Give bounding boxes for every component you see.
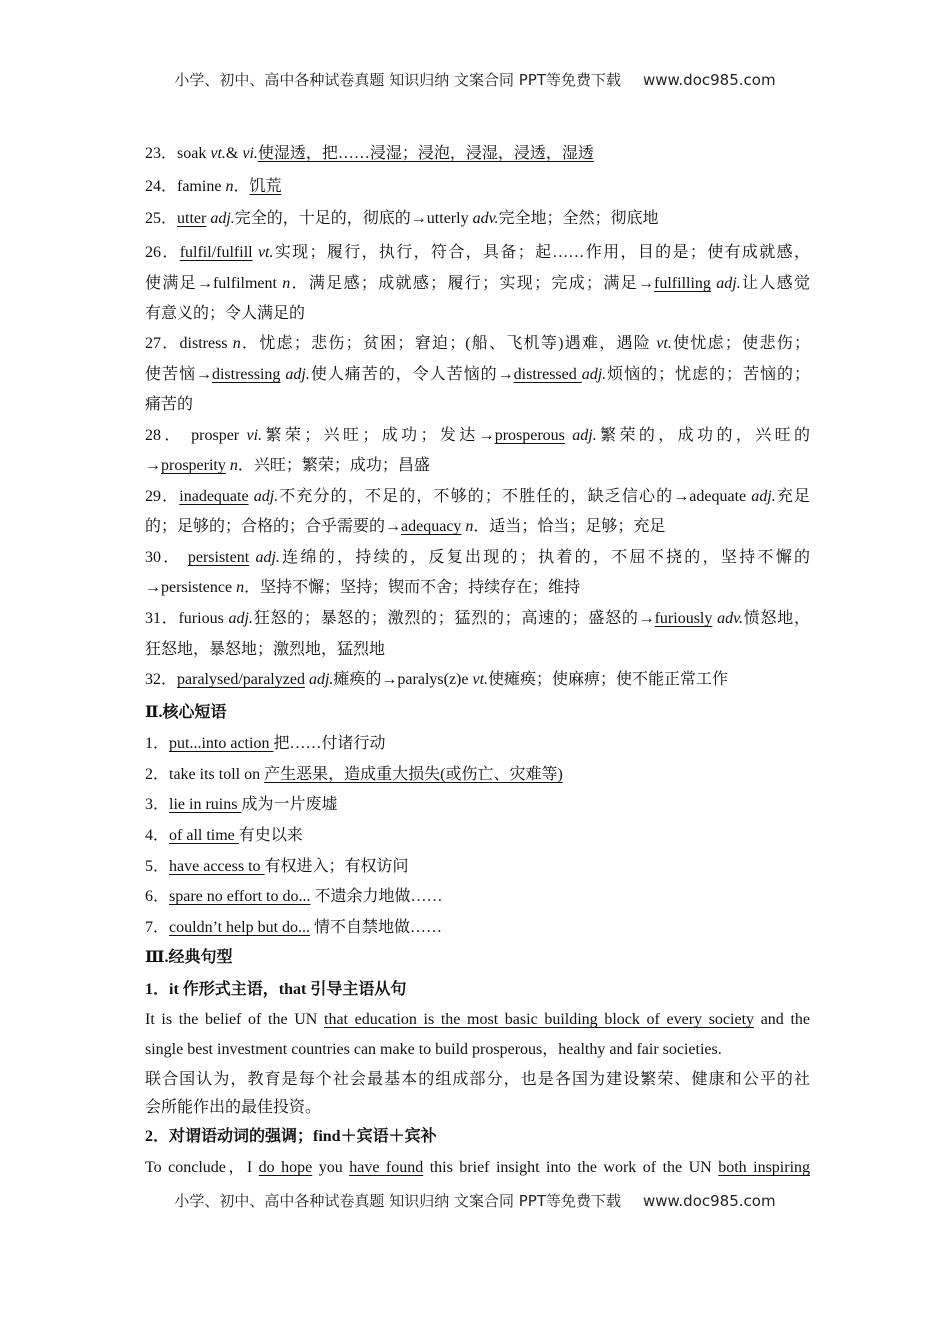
text-segment: 成为一片废墟: [241, 796, 338, 813]
text-segment: 23．soak: [145, 145, 211, 162]
text-segment: 痛苦的: [145, 396, 194, 413]
underlined-answer: 使湿透，把……浸湿；浸泡，浸湿，浸透，湿透: [257, 145, 594, 162]
underlined-answer: lie in ruins: [169, 796, 242, 813]
underlined-answer: 产生恶果，造成重大损失(或伤亡、灾难等): [264, 766, 563, 783]
text-segment: 25．: [145, 210, 178, 227]
text-segment: 烦恼的；忧虑的；苦恼的；: [606, 366, 810, 383]
text-segment: 连绵的，持续的，反复出现的；执着的，不屈不挠的，坚持不懈的: [279, 549, 810, 566]
underlined-answer: spare no effort to do...: [169, 888, 311, 905]
text-segment: n: [236, 579, 245, 596]
text-segment: 让人感觉: [740, 275, 810, 292]
text-line: [145, 826, 810, 846]
text-segment: vi.: [242, 145, 258, 162]
text-segment: adj.: [308, 671, 334, 688]
text-segment: &: [225, 145, 243, 162]
text-segment: →: [145, 457, 161, 474]
underlined-answer: do hope: [258, 1159, 313, 1176]
underlined-answer: that education is the most basic building block of every society: [324, 1011, 755, 1028]
text-segment: 7．: [145, 919, 170, 936]
underlined-answer: utter: [177, 210, 207, 227]
text-segment: adj.: [228, 610, 253, 627]
section-heading: Ⅱ.核心短语: [145, 704, 227, 721]
text-line: [145, 517, 810, 537]
text-line: [145, 640, 810, 660]
page-header: [0, 69, 950, 90]
text-line: [145, 1158, 810, 1178]
text-segment: vt.: [257, 244, 274, 261]
text-segment: 31．furious: [145, 610, 229, 627]
text-line: [145, 703, 810, 723]
text-line: [145, 795, 810, 815]
text-line: [145, 1070, 810, 1090]
text-segment: single best investment countries can make to build prosperous，healthy and fair societies.: [145, 1041, 722, 1058]
text-line: [145, 548, 810, 568]
text-segment: 会所能作出的最佳投资。: [145, 1099, 322, 1116]
text-segment: adj.: [255, 549, 280, 566]
underlined-answer: prosperous: [494, 427, 565, 444]
text-line: [145, 304, 810, 324]
underlined-answer: persistent: [187, 549, 250, 566]
text-line: [145, 426, 810, 446]
text-line: [145, 365, 810, 385]
text-segment: ．满足感；成就感；履行；实现；完成；满足→: [290, 275, 655, 292]
underlined-answer: adequacy: [401, 518, 462, 535]
text-segment: To conclude，I: [145, 1159, 259, 1176]
text-line: [145, 948, 810, 968]
text-line: [145, 334, 810, 354]
text-segment: →persistence: [145, 579, 237, 596]
text-segment: and the: [754, 1011, 810, 1028]
text-segment: 完全地；全然；彻底地: [498, 210, 659, 227]
text-segment: n: [225, 178, 234, 195]
text-line: [145, 209, 810, 229]
underlined-answer: put...into action: [169, 735, 274, 752]
text-segment: 愤怒地，: [743, 610, 810, 627]
text-segment: 狂怒的；暴怒的；激烈的；猛烈的；高速的；盛怒的→: [252, 610, 655, 627]
footer-url: www.doc985.com: [642, 1192, 776, 1210]
text-line: [145, 1098, 810, 1118]
text-segment: this brief insight into the work of the UN: [423, 1159, 719, 1176]
text-segment: vt.: [472, 671, 489, 688]
underlined-answer: inadequate: [179, 488, 249, 505]
text-segment: 使满足→fulfilment: [145, 275, 283, 292]
text-segment: 3．: [145, 796, 170, 813]
text-segment: 30．: [145, 549, 188, 566]
text-segment: 繁荣；兴旺；成功；发达→: [262, 427, 495, 444]
text-segment: 的；足够的；合格的；合乎需要的→: [145, 518, 402, 535]
page-footer: [0, 1190, 950, 1211]
section-heading: 1．it 作形式主语，that 引导主语从句: [145, 981, 407, 998]
text-segment: adj.: [253, 488, 279, 505]
text-segment: 28． prosper: [145, 427, 247, 444]
text-line: [145, 274, 810, 294]
text-segment: 使人痛苦的，令人苦恼的→: [309, 366, 514, 383]
text-segment: 27．distress: [145, 335, 233, 352]
text-line: [145, 177, 810, 197]
text-line: [145, 1010, 810, 1030]
text-segment: vt.: [656, 335, 672, 352]
text-line: [145, 395, 810, 415]
text-segment: 29．: [145, 488, 180, 505]
underlined-answer: 饥荒: [249, 178, 282, 195]
text-line: [145, 243, 810, 263]
text-segment: 狂怒地，暴怒地；激烈地，猛烈地: [145, 641, 386, 658]
underlined-answer: couldn’t help but do...: [169, 919, 311, 936]
underlined-answer: fulfil/fulfill: [179, 244, 253, 261]
text-segment: n: [232, 335, 241, 352]
text-segment: 繁荣的，成功的，兴旺的: [596, 427, 810, 444]
text-segment: 6．: [145, 888, 170, 905]
text-line: [145, 1127, 810, 1147]
text-segment: adj.: [210, 210, 235, 227]
text-line: [145, 980, 810, 1000]
text-segment: 26．: [145, 244, 180, 261]
text-segment: 5．: [145, 858, 170, 875]
text-segment: 1．: [145, 735, 170, 752]
text-line: [145, 734, 810, 754]
underlined-answer: fulfilling: [654, 275, 711, 292]
underlined-answer: distressed: [513, 366, 582, 383]
text-line: [145, 765, 810, 785]
text-segment: 有史以来: [238, 827, 303, 844]
text-segment: 24．famine: [145, 178, 226, 195]
underlined-answer: distressing: [211, 366, 281, 383]
text-segment: 使苦恼→: [145, 366, 212, 383]
text-line: [145, 918, 810, 938]
text-segment: 2．take its toll on: [145, 766, 265, 783]
text-segment: 实现；履行，执行，符合，具备；起……作用，目的是；使有成就感，: [273, 244, 810, 261]
text-segment: ．坚持不懈；坚持；锲而不舍；持续存在；维持: [244, 579, 581, 596]
text-segment: 联合国认为，教育是每个社会最基本的组成部分，也是各国为建设繁荣、健康和公平的社: [145, 1071, 810, 1088]
text-line: [145, 670, 810, 690]
text-line: [145, 857, 810, 877]
text-segment: 不遗余力地做……: [310, 888, 443, 905]
text-line: [145, 609, 810, 629]
underlined-answer: of all time: [169, 827, 239, 844]
text-segment: It is the belief of the UN: [145, 1011, 324, 1028]
text-segment: 把……付诸行动: [273, 735, 386, 752]
text-segment: 完全的，十足的，彻底的→utterly: [234, 210, 473, 227]
text-line: [145, 578, 810, 598]
text-segment: vi.: [246, 427, 263, 444]
text-segment: 有权进入；有权访问: [264, 858, 409, 875]
text-segment: adj.: [572, 427, 597, 444]
text-segment: 使瘫痪；使麻痹；使不能正常工作: [488, 671, 729, 688]
underlined-answer: prosperity: [161, 457, 226, 474]
text-segment: n: [229, 457, 238, 474]
text-segment: 有意义的；令人满足的: [145, 305, 306, 322]
text-segment: adv.: [472, 210, 499, 227]
text-segment: adj.: [751, 488, 776, 505]
text-segment: 32．: [145, 671, 178, 688]
underlined-answer: paralysed/paralyzed: [177, 671, 305, 688]
text-segment: 情不自禁地做……: [310, 919, 443, 936]
text-segment: 4．: [145, 827, 170, 844]
text-line: [145, 144, 810, 164]
header-url: www.doc985.com: [642, 71, 776, 89]
text-segment: ．: [233, 178, 250, 195]
text-segment: vt.: [210, 145, 226, 162]
text-segment: n: [465, 518, 474, 535]
section-heading: Ⅲ.经典句型: [145, 949, 233, 966]
underlined-answer: both inspiring: [718, 1159, 811, 1176]
text-line: [145, 487, 810, 507]
text-line: [145, 887, 810, 907]
footer-text: 小学、初中、高中各种试卷真题 知识归纳 文案合同 PPT等免费下载: [174, 1192, 621, 1210]
underlined-answer: furiously: [654, 610, 713, 627]
text-segment: n: [282, 275, 291, 292]
underlined-answer: have found: [349, 1159, 424, 1176]
text-segment: adj.: [716, 275, 741, 292]
text-segment: 充足: [775, 488, 810, 505]
text-segment: 使忧虑；使悲伤；: [671, 335, 810, 352]
section-heading: 2．对谓语动词的强调；find＋宾语＋宾补: [145, 1128, 437, 1145]
text-segment: adv.: [717, 610, 744, 627]
text-segment: you: [312, 1159, 350, 1176]
underlined-answer: have access to: [169, 858, 265, 875]
text-line: [145, 1040, 810, 1060]
text-segment: adj.: [285, 366, 310, 383]
text-segment: 瘫痪的→paralys(z)e: [333, 671, 473, 688]
header-text: 小学、初中、高中各种试卷真题 知识归纳 文案合同 PPT等免费下载: [174, 71, 621, 89]
text-segment: ．适当；恰当；足够；充足: [473, 518, 666, 535]
text-segment: ．忧虑；悲伤；贫困；窘迫；(船、飞机等)遇难，遇险: [240, 335, 657, 352]
text-segment: adj.: [581, 366, 607, 383]
text-segment: ．兴旺；繁荣；成功；昌盛: [237, 457, 430, 474]
text-line: [145, 456, 810, 476]
text-segment: 不充分的，不足的，不够的；不胜任的，缺乏信心的→adequate: [278, 488, 752, 505]
